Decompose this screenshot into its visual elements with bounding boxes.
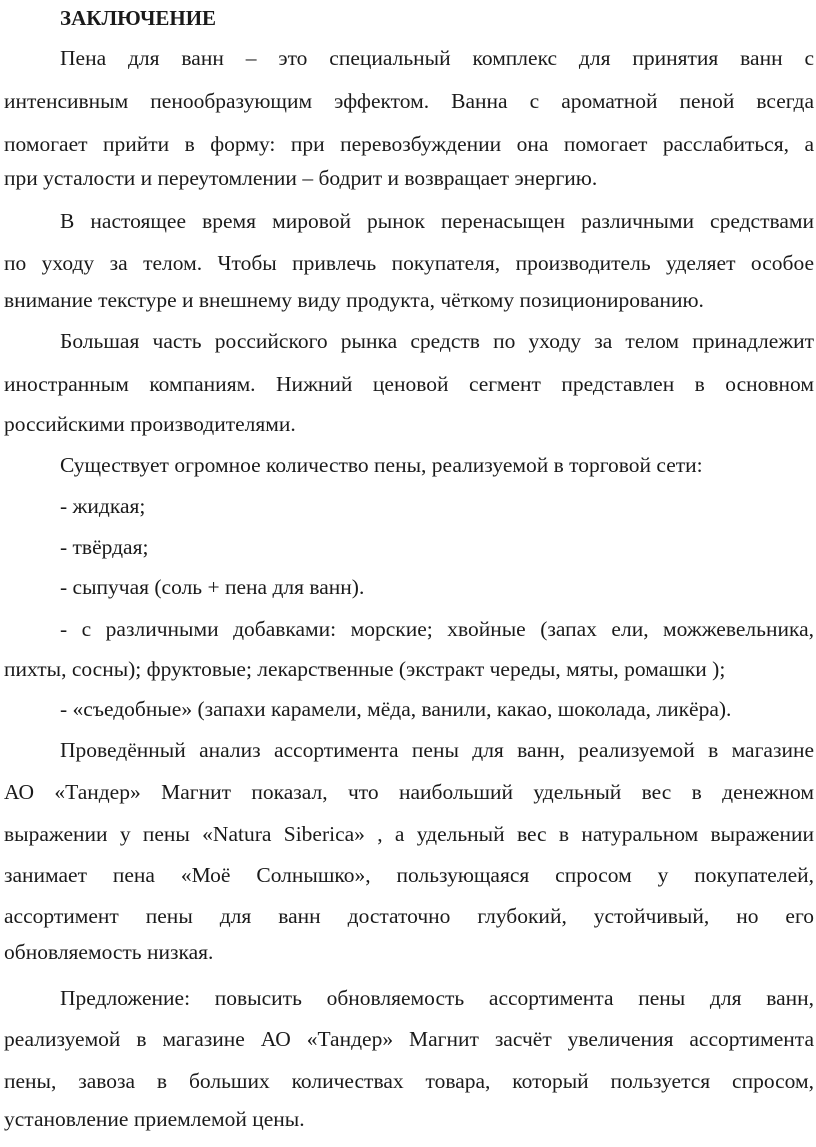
text-line: пены, завоза в больших количествах товара, который пользуется спросом, <box>4 1069 814 1093</box>
list-item: - жидкая; <box>60 494 146 518</box>
text-line: Пена для ванн – это специальный комплекс для принятия ванн с <box>60 46 814 70</box>
list-item: - сыпучая (соль + пена для ванн). <box>60 575 365 599</box>
page-title: ЗАКЛЮЧЕНИЕ <box>60 6 217 30</box>
text-line: установление приемлемой цены. <box>4 1107 305 1131</box>
text-line: Предложение: повысить обновляемость ассортимента пены для ванн, <box>60 986 814 1010</box>
list-item: - с различными добавками: морские; хвойные (запах ели, можжевельника, <box>60 617 814 641</box>
text-line: помогает прийти в форму: при перевозбуждении она помогает расслабиться, а <box>4 132 814 156</box>
text-line: российскими производителями. <box>4 412 296 436</box>
text-line: по уходу за телом. Чтобы привлечь покупателя, производитель уделяет особое <box>4 251 814 275</box>
text-line: занимает пена «Моё Солнышко», пользующаяся спросом у покупателей, <box>4 863 814 887</box>
text-line: Большая часть российского рынка средств по уходу за телом принадлежит <box>60 329 814 353</box>
text-line: ассортимент пены для ванн достаточно глубокий, устойчивый, но его <box>4 904 814 928</box>
text-line: интенсивным пенообразующим эффектом. Ванна с ароматной пеной всегда <box>4 89 814 113</box>
text-line: выражении у пены «Natura Siberica» , а удельный вес в натуральном выражении <box>4 822 814 846</box>
text-line: В настоящее время мировой рынок перенасыщен различными средствами <box>60 209 814 233</box>
text-line: при усталости и переутомлении – бодрит и возвращает энергию. <box>4 166 598 190</box>
text-line: Существует огромное количество пены, реализуемой в торговой сети: <box>60 453 703 477</box>
text-line: иностранным компаниям. Нижний ценовой сегмент представлен в основном <box>4 372 814 396</box>
text-line: АО «Тандер» Магнит показал, что наибольший удельный вес в денежном <box>4 780 814 804</box>
list-item: - твёрдая; <box>60 535 149 559</box>
list-item-continuation: пихты, сосны); фруктовые; лекарственные (экстракт череды, мяты, ромашки ); <box>4 657 726 681</box>
text-line: внимание текстуре и внешнему виду продукта, чёткому позиционированию. <box>4 288 704 312</box>
text-line: реализуемой в магазине АО «Тандер» Магнит засчёт увеличения ассортимента <box>4 1027 814 1051</box>
list-item: - «съедобные» (запахи карамели, мёда, ванили, какао, шоколада, ликёра). <box>60 697 732 721</box>
text-line: Проведённый анализ ассортимента пены для ванн, реализуемой в магазине <box>60 738 814 762</box>
text-line: обновляемость низкая. <box>4 940 214 964</box>
